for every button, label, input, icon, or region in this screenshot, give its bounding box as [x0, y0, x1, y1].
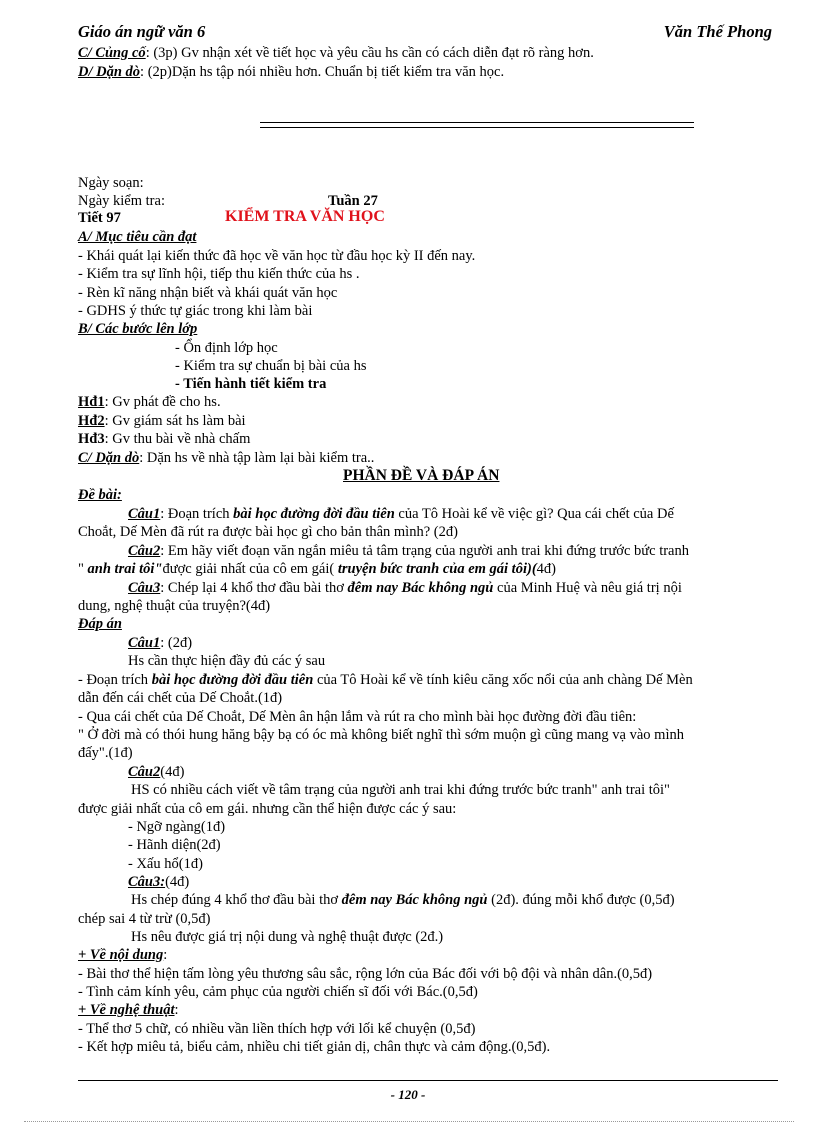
- header-left: Giáo án ngữ văn 6: [78, 22, 206, 41]
- list-item: - Bài thơ thể hiện tấm lòng yêu thương sâu sắc, rộng lớn của Bác đối với bộ đội và nhân dân.(0,5đ): [78, 966, 653, 982]
- c1-a-line: - Đoạn trích bài học đường đời đầu tiên của Tô Hoài kể về tính kiêu căng xốc nổi của anh chàng Dế Mèn: [78, 672, 693, 688]
- tiet-line: Tiết 97 KIỂM TRA VĂN HỌC: [78, 208, 385, 226]
- c2-item: - Ngỡ ngàng(1đ): [128, 819, 226, 835]
- dando-line: D/ Dặn dò: (2p)Dặn hs tập nói nhiều hơn. Chuẩn bị tiết kiểm tra văn học.: [78, 64, 505, 80]
- step-item: - Tiến hành tiết kiểm tra: [175, 376, 327, 392]
- page-edge-dots: [24, 1121, 794, 1122]
- hd2-line: Hđ2: Gv giám sát hs làm bài: [78, 413, 246, 429]
- list-item: - Tình cảm kính yêu, cảm phục của người chiến sĩ đối với Bác.(0,5đ): [78, 984, 478, 1000]
- c3-a-line: Hs chép đúng 4 khổ thơ đầu bài thơ đêm nay Bác không ngủ (2đ). đúng mỗi khổ được (0,5đ): [131, 892, 675, 908]
- c2-a-line: HS có nhiều cách viết về tâm trạng của người anh trai khi đứng trước bức tranh" anh trai tôi": [131, 782, 670, 798]
- ngay-soan: Ngày soạn:: [78, 175, 144, 191]
- cau2-question-cont: " anh trai tôi"được giải nhất của cô em gái( truyện bức tranh của em gái tôi)(4đ): [78, 561, 556, 577]
- hd3-line: Hđ3: Gv thu bài về nhà chấm: [78, 431, 251, 447]
- nghe-thuat-heading: + Về nghệ thuật:: [78, 1002, 179, 1018]
- c1-c-line: " Ở đời mà có thói hung hăng bậy bạ có óc mà không biết nghĩ thì sớm muộn gì cũng mang vạ vào mình: [78, 727, 684, 743]
- cau1-question-cont: Choắt, Dế Mèn đã rút ra được bài học gì cho bản thân mình? (2đ): [78, 524, 458, 540]
- tuan: Tuần 27: [328, 193, 378, 209]
- hd1-line: Hđ1: Gv phát đề cho hs.: [78, 394, 221, 410]
- dap-an-heading: Đáp án: [78, 616, 122, 632]
- section-b-heading: B/ Các bước lên lớp: [78, 321, 198, 337]
- section-divider: [260, 122, 694, 128]
- c3-c-line: Hs nêu được giá trị nội dung và nghệ thuật được (2đ.): [131, 929, 444, 945]
- c1-b-line: - Qua cái chết của Dế Choắt, Dế Mèn ân hận lắm và rút ra cho mình bài học đường đời đầu tiên:: [78, 709, 637, 725]
- c2-answer-label: Câu2(4đ): [128, 764, 185, 780]
- step-item: - Ổn định lớp học: [175, 340, 278, 356]
- c1-a-cont: dẫn đến cái chết của Dế Choắt.(1đ): [78, 690, 283, 706]
- footer-rule: [78, 1080, 778, 1081]
- c1-intro: Hs cần thực hiện đầy đủ các ý sau: [128, 653, 326, 669]
- cau1-question: Câu1: Đoạn trích bài học đường đời đầu tiên của Tô Hoài kể về việc gì? Qua cái chết của Dế: [128, 506, 674, 522]
- step-item: - Kiểm tra sự chuẩn bị bài của hs: [175, 358, 367, 374]
- cungco-line: C/ Củng cố: (3p) Gv nhận xét về tiết học và yêu cầu hs cần có cách diễn đạt rõ ràng hơn.: [78, 45, 594, 61]
- c1-answer-label: Câu1: (2đ): [128, 635, 193, 651]
- c2-item: - Xấu hổ(1đ): [128, 856, 203, 872]
- header-right: Văn Thế Phong: [663, 22, 772, 41]
- list-item: - Khái quát lại kiến thức đã học về văn học từ đầu học kỳ II đến nay.: [78, 248, 476, 264]
- de-bai-heading: Đề bài:: [78, 487, 122, 503]
- c2-b-line: được giải nhất của cô em gái. nhưng cần thể hiện được các ý sau:: [78, 801, 457, 817]
- cau3-question: Câu3: Chép lại 4 khổ thơ đầu bài thơ đêm nay Bác không ngủ của Minh Huệ và nêu giá trị nội: [128, 580, 682, 596]
- ngay-kiem-tra-line: Ngày kiểm tra: Tuần 27: [78, 193, 378, 209]
- list-item: - Thể thơ 5 chữ, có nhiều vần liền thích hợp với lối kể chuyện (0,5đ): [78, 1021, 476, 1037]
- list-item: - GDHS ý thức tự giác trong khi làm bài: [78, 303, 313, 319]
- c2-item: - Hãnh diện(2đ): [128, 837, 221, 853]
- cau3-question-cont: dung, nghệ thuật của truyện?(4đ): [78, 598, 271, 614]
- c3-b-line: chép sai 4 từ trừ (0,5đ): [78, 911, 211, 927]
- list-item: - Kiểm tra sự lĩnh hội, tiếp thu kiến thức của hs .: [78, 266, 360, 282]
- list-item: - Rèn kĩ năng nhận biết và khái quát văn học: [78, 285, 338, 301]
- page-number: - 120 -: [390, 1087, 426, 1102]
- c3-answer-label: Câu3:(4đ): [128, 874, 190, 890]
- section-title: PHẦN ĐỀ VÀ ĐÁP ÁN: [343, 467, 500, 484]
- section-a-heading: A/ Mục tiêu cần đạt: [78, 229, 197, 245]
- list-item: - Kết hợp miêu tả, biểu cảm, nhiều chi tiết giản dị, chân thực và cảm động.(0,5đ).: [78, 1039, 551, 1055]
- c1-d-line: đấy".(1đ): [78, 745, 133, 761]
- noi-dung-heading: + Về nội dung:: [78, 947, 168, 963]
- cau2-question: Câu2: Em hãy viết đoạn văn ngắn miêu tả tâm trạng của người anh trai khi đứng trước bức tranh: [128, 543, 689, 559]
- exam-title: KIỂM TRA VĂN HỌC: [225, 208, 385, 225]
- dando-b-line: C/ Dặn dò: Dặn hs về nhà tập làm lại bài kiểm tra..: [78, 450, 375, 466]
